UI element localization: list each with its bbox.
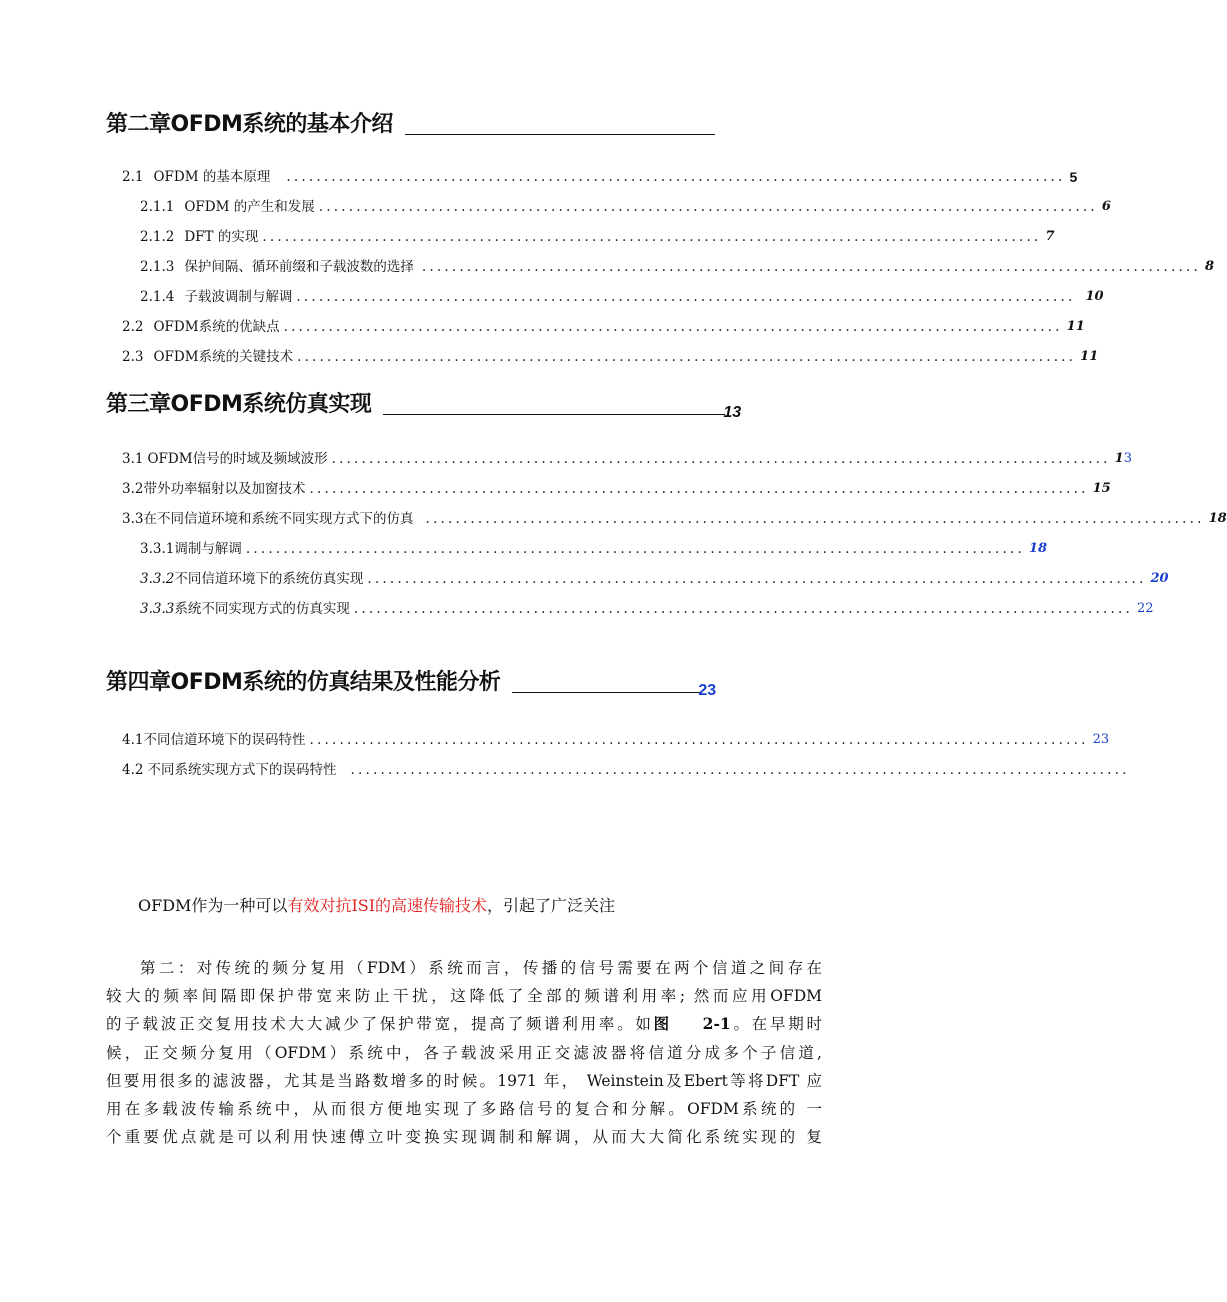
chapter-page-link: 23 [698, 682, 717, 699]
toc-label: OFDM系统的优缺点 [153, 319, 280, 335]
toc-leader: ........................................................................................................ [353, 601, 1133, 617]
toc-number: 3.3.3 [140, 601, 175, 617]
lead-text: OFDM作为一种可以 [138, 896, 288, 915]
toc-label: 不同信道环境下的误码特性 [143, 732, 306, 748]
paragraph-line: 个重要优点就是可以利用快速傅立叶变换实现调制和解调，从而大大简化系统实现的 复 [106, 1128, 822, 1147]
chapter-3-heading[interactable] [106, 384, 742, 421]
toc-page-link: 23 [1092, 732, 1110, 747]
toc-page-link: 20 [1150, 571, 1169, 586]
toc-page-link: 18 [1028, 541, 1048, 556]
toc-leader: ........................................................................................................ [245, 541, 1025, 557]
toc-page: 1 [1114, 451, 1124, 466]
toc-page-link: 22 [1136, 601, 1154, 616]
toc-leader: ........................................................................................................ [283, 319, 1063, 335]
toc-leader: ........................................................................................................ [309, 732, 1089, 748]
toc-leader: ........................................................................................................ [367, 571, 1147, 587]
toc-page: 10 [1085, 289, 1104, 304]
toc-number: 3.3.2 [140, 571, 175, 587]
toc-label: 不同信道环境下的系统仿真实现 [174, 571, 364, 587]
toc-label: 子载波调制与解调 [184, 289, 293, 305]
chapter-title: 第三章OFDM系统仿真实现 [106, 392, 372, 417]
toc-entry[interactable] [122, 727, 1110, 749]
toc-number: 2.1.1 [140, 199, 175, 215]
paragraph-text: 的子载波正交复用技术大大减少了保护带宽，提高了频谱利用率。如 [106, 1015, 654, 1034]
toc-entry[interactable] [140, 284, 1104, 306]
paragraph-text: 。在早期时 [730, 1015, 822, 1034]
toc-page: 18 [1208, 511, 1227, 526]
toc-entry[interactable] [122, 476, 1111, 498]
toc-label: 不同系统实现方式下的误码特性 [147, 762, 337, 778]
toc-leader: ........................................................................................................ [309, 481, 1089, 497]
chapter-title: 第四章OFDM系统的仿真结果及性能分析 [106, 670, 501, 695]
toc-number: 2.1.4 [140, 289, 175, 305]
toc-number: 4.1 [122, 732, 144, 748]
toc-number: 2.1.3 [140, 259, 175, 275]
paragraph-line: 候，正交频分复用（OFDM）系统中，各子载波采用正交滤波器将信道分成多个子信道, [106, 1043, 822, 1062]
paragraph-line: 第二：对传统的频分复用（FDM）系统而言，传播的信号需要在两个信道之间存在 [140, 959, 822, 977]
toc-page: 11 [1080, 349, 1099, 364]
lead-highlight: 有效对抗ISI的高速传输技术 [287, 896, 488, 915]
toc-label: OFDM 的产生和发展 [184, 199, 315, 215]
toc-entry[interactable] [140, 596, 1154, 618]
toc-leader: ........................................................................................................ [262, 229, 1042, 245]
toc-entry[interactable] [122, 506, 1227, 528]
heading-underline [383, 414, 725, 415]
figure-ref-word: 图 [653, 1014, 672, 1034]
toc-label: DFT 的实现 [184, 229, 259, 245]
toc-number: 3.1 [122, 451, 144, 467]
toc-leader: ........................................................................................................ [297, 349, 1077, 365]
body-paragraph [106, 954, 822, 1151]
toc-number: 4.2 [122, 762, 144, 778]
toc-entry[interactable] [140, 566, 1169, 588]
toc-label: 在不同信道环境和系统不同实现方式下的仿真 [143, 511, 414, 527]
lead-sentence [138, 893, 615, 919]
toc-entry[interactable] [122, 757, 1130, 779]
toc-page: 11 [1066, 319, 1085, 334]
toc-leader: ........................................................................................................ [286, 169, 1066, 185]
toc-leader: ........................................................................................................ [318, 199, 1098, 215]
toc-number: 2.2 [122, 319, 144, 335]
toc-entry[interactable] [140, 536, 1048, 558]
chapter-2-heading[interactable] [106, 104, 715, 138]
toc-page: 6 [1101, 199, 1111, 214]
chapter-page-number: 13 [723, 404, 742, 421]
toc-leader: ........................................................................................................ [331, 451, 1111, 467]
heading-underline [512, 692, 700, 693]
toc-label: OFDM系统的关键技术 [153, 349, 294, 365]
toc-entry[interactable] [122, 164, 1078, 186]
toc-label: 调制与解调 [174, 541, 242, 557]
lead-text-end: ，引起了广泛关注 [487, 896, 616, 915]
chapter-title: 第二章OFDM系统的基本介绍 [106, 112, 393, 137]
toc-leader: ........................................................................................................ [350, 762, 1130, 778]
toc-number: 2.3 [122, 349, 144, 365]
toc-entry[interactable] [122, 446, 1132, 468]
chapter-4-heading[interactable] [106, 662, 717, 699]
paragraph-line: 较大的频率间隔即保护带宽来防止干扰，这降低了全部的频谱利用率; 然而应用OFDM [106, 987, 822, 1006]
paragraph-line: 但要用很多的滤波器，尤其是当路数增多的时候。1971 年， Weinstein及Ebert等将DFT 应 [106, 1071, 822, 1090]
toc-number: 2.1.2 [140, 229, 175, 245]
toc-page: 15 [1092, 481, 1111, 496]
toc-entry[interactable] [122, 344, 1099, 366]
heading-underline [405, 134, 715, 135]
toc-number: 3.3 [122, 511, 144, 527]
toc-label: 保护间隔、循环前缀和子载波数的选择 [184, 259, 414, 275]
toc-entry[interactable] [140, 224, 1055, 246]
toc-label: 系统不同实现方式的仿真实现 [174, 601, 350, 617]
toc-entry[interactable] [140, 194, 1111, 216]
toc-page-link: 3 [1123, 451, 1132, 466]
toc-entry[interactable] [122, 314, 1085, 336]
figure-ref-number: 2-1 [702, 1014, 731, 1034]
toc-page: 8 [1204, 259, 1214, 274]
toc-leader: ........................................................................................................ [421, 259, 1201, 275]
toc-number: 3.3.1 [140, 541, 175, 557]
paragraph-line: 用在多载波传输系统中，从而很方便地实现了多路信号的复合和分解。OFDM系统的 一 [106, 1099, 822, 1118]
toc-label: 带外功率辐射以及加窗技术 [143, 481, 306, 497]
toc-label: OFDM 的基本原理 [153, 169, 271, 185]
toc-number: 3.2 [122, 481, 144, 497]
toc-page: 5 [1069, 169, 1078, 185]
chapter-page [723, 404, 741, 422]
toc-entry[interactable] [140, 254, 1214, 276]
toc-number: 2.1 [122, 169, 144, 185]
toc-leader: ........................................................................................................ [425, 511, 1205, 527]
toc-leader: ........................................................................................................ [296, 289, 1076, 305]
toc-page: 7 [1045, 229, 1055, 244]
paragraph-line [106, 1010, 822, 1038]
toc-label: OFDM信号的时域及频域波形 [147, 451, 328, 467]
